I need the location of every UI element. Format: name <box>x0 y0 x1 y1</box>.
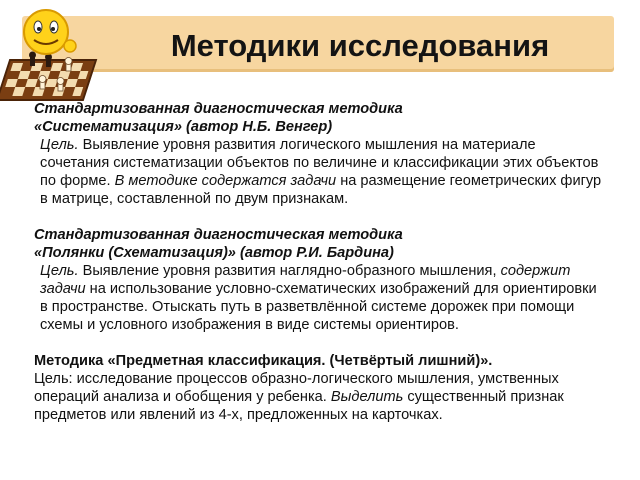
slide-title: Методики исследования <box>170 28 550 63</box>
block1-heading-line2: «Систематизация» (автор Н.Б. Венгер) <box>34 119 333 135</box>
block3-task-text: существенный признак предметов или явлений из 4-х, предложенных на карточках. <box>34 389 564 423</box>
block3-task-label: Выделить <box>330 389 404 405</box>
block1-goal-label: Цель. <box>40 137 79 153</box>
block1-goal-text: Выявление уровня развития логического мышления на материале сочетания систематизации объектов по величине и классификации этих объектов по форме. <box>40 137 599 189</box>
block2-task-label: содержит задачи <box>40 263 571 297</box>
smiley-chess-icon <box>0 0 118 106</box>
block1-task-label: В методике содержатся задачи <box>114 173 337 189</box>
block2-heading-line1: Стандартизованная диагностическая методика <box>34 227 403 243</box>
block3-goal-text: Цель: исследование процессов образно-логического мышления, умственных операций анализа и обобщения у ребенка. <box>34 371 559 405</box>
block1-heading-line1: Стандартизованная диагностическая методика <box>34 101 403 117</box>
block3-heading: Методика «Предметная классификация. (Четвёртый лишний)». <box>34 353 493 369</box>
block2-goal-label: Цель. <box>40 263 79 279</box>
block1-task-text: на размещение геометрических фигур в матрице, составленной по двум признакам. <box>40 173 602 207</box>
spacer <box>34 334 606 352</box>
block2-goal-text: Выявление уровня развития наглядно-образного мышления, <box>78 263 501 279</box>
block2-body <box>34 262 606 334</box>
block1-body <box>34 136 606 208</box>
block2-task-text: на использование условно-схематических изображений для ориентировки в пространстве. Отыскать путь в разветвлённой системе дорожек при помощи схемы и условного изображения в виде системы ориентиров. <box>40 281 597 333</box>
block2-heading-line2: «Полянки (Схематизация)» (автор Р.И. Бардина) <box>34 245 394 261</box>
spacer <box>34 208 606 226</box>
slide-content <box>34 100 606 424</box>
block3-body <box>34 370 606 424</box>
